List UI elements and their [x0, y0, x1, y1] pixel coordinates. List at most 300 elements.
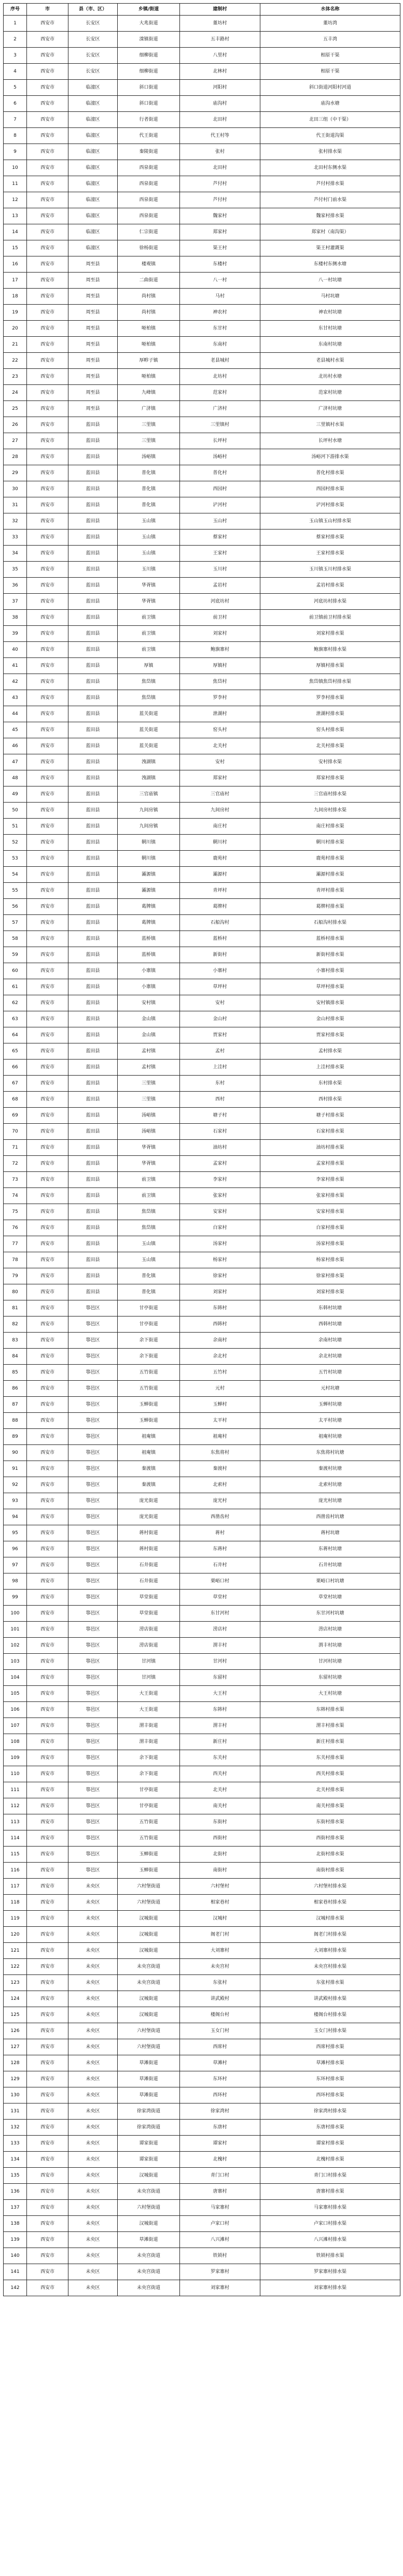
- cell-city: 西安市: [27, 208, 68, 224]
- cell-village: 北索村: [180, 1477, 260, 1493]
- cell-county: 蓝田县: [68, 1252, 118, 1268]
- cell-city: 西安市: [27, 1654, 68, 1670]
- cell-city: 西安市: [27, 1927, 68, 1943]
- cell-water-body: 浐河村排水渠: [260, 497, 400, 513]
- cell-township: 石井街道: [118, 1573, 180, 1590]
- cell-water-body: 灞源村排水渠: [260, 867, 400, 883]
- cell-county: 未央区: [68, 1927, 118, 1943]
- cell-city: 西安市: [27, 256, 68, 273]
- cell-index: 89: [4, 1429, 27, 1445]
- cell-index: 133: [4, 2136, 27, 2152]
- cell-water-body: 北坊村水塘: [260, 369, 400, 385]
- cell-village: 余北村: [180, 1349, 260, 1365]
- cell-index: 101: [4, 1622, 27, 1638]
- cell-water-body: 魏家村排水渠: [260, 208, 400, 224]
- table-row: [4, 1124, 400, 1140]
- table-row: [4, 273, 400, 289]
- cell-county: 蓝田县: [68, 610, 118, 626]
- cell-index: 117: [4, 1879, 27, 1895]
- cell-village: 神农村: [180, 305, 260, 321]
- cell-city: 西安市: [27, 819, 68, 835]
- cell-city: 西安市: [27, 1429, 68, 1445]
- cell-county: 周至县: [68, 385, 118, 401]
- cell-index: 94: [4, 1509, 27, 1525]
- cell-index: 35: [4, 562, 27, 578]
- cell-city: 西安市: [27, 2248, 68, 2264]
- cell-township: 汉城街道: [118, 2168, 180, 2184]
- cell-water-body: 神农村坑塘: [260, 305, 400, 321]
- table-row: [4, 1573, 400, 1590]
- table-row: [4, 1879, 400, 1895]
- cell-water-body: 草坪村排水渠: [260, 979, 400, 995]
- cell-village: 北街村: [180, 1847, 260, 1863]
- cell-county: 蓝田县: [68, 690, 118, 706]
- cell-village: 渠王村: [180, 240, 260, 256]
- cell-township: 庞光街道: [118, 1509, 180, 1525]
- cell-index: 60: [4, 963, 27, 979]
- cell-township: 祖庵镇: [118, 1445, 180, 1461]
- cell-index: 47: [4, 754, 27, 770]
- cell-water-body: 西环村排水渠: [260, 2087, 400, 2103]
- cell-index: 53: [4, 851, 27, 867]
- cell-county: 周至县: [68, 369, 118, 385]
- cell-township: 玉山镇: [118, 529, 180, 546]
- cell-city: 西安市: [27, 706, 68, 722]
- cell-village: 八兴滩村: [180, 2232, 260, 2248]
- cell-county: 蓝田县: [68, 626, 118, 642]
- cell-index: 68: [4, 1092, 27, 1108]
- table-row: [4, 1156, 400, 1172]
- cell-index: 139: [4, 2232, 27, 2248]
- cell-city: 西安市: [27, 497, 68, 513]
- cell-index: 115: [4, 1847, 27, 1863]
- cell-index: 82: [4, 1316, 27, 1333]
- cell-index: 50: [4, 803, 27, 819]
- cell-water-body: 谭家村排水渠: [260, 2136, 400, 2152]
- cell-city: 西安市: [27, 1220, 68, 1236]
- table-row: [4, 1847, 400, 1863]
- cell-city: 西安市: [27, 16, 68, 32]
- cell-index: 30: [4, 481, 27, 497]
- cell-index: 42: [4, 674, 27, 690]
- cell-city: 西安市: [27, 1622, 68, 1638]
- table-row: [4, 1092, 400, 1108]
- cell-village: 玉川村: [180, 562, 260, 578]
- cell-county: 蓝田县: [68, 786, 118, 803]
- table-row: [4, 1365, 400, 1381]
- cell-county: 蓝田县: [68, 1188, 118, 1204]
- cell-index: 120: [4, 1927, 27, 1943]
- cell-county: 鄠邑区: [68, 1541, 118, 1557]
- table-row: [4, 1413, 400, 1429]
- table-row: [4, 1525, 400, 1541]
- cell-index: 74: [4, 1188, 27, 1204]
- cell-county: 未央区: [68, 2039, 118, 2055]
- cell-city: 西安市: [27, 1349, 68, 1365]
- cell-county: 蓝田县: [68, 1284, 118, 1300]
- cell-township: 秦渡镇: [118, 1477, 180, 1493]
- table-row: [4, 594, 400, 610]
- cell-city: 西安市: [27, 610, 68, 626]
- table-row: [4, 1220, 400, 1236]
- cell-village: 汤家村: [180, 1236, 260, 1252]
- table-row: [4, 1927, 400, 1943]
- cell-water-body: 鹿苑村排水渠: [260, 851, 400, 867]
- cell-township: 蓝桥镇: [118, 947, 180, 963]
- table-row: [4, 2039, 400, 2055]
- cell-county: 鄠邑区: [68, 1830, 118, 1847]
- cell-township: 三官庙镇: [118, 786, 180, 803]
- cell-township: 汉城街道: [118, 1911, 180, 1927]
- table-row: [4, 690, 400, 706]
- cell-township: 石井街道: [118, 1557, 180, 1573]
- cell-township: 汉城街道: [118, 1927, 180, 1943]
- cell-city: 西安市: [27, 1413, 68, 1429]
- table-row: [4, 2152, 400, 2168]
- cell-village: 太平村: [180, 1413, 260, 1429]
- cell-water-body: 罗李村排水渠: [260, 690, 400, 706]
- cell-city: 西安市: [27, 1573, 68, 1590]
- cell-county: 蓝田县: [68, 979, 118, 995]
- cell-township: 玉蝉街道: [118, 1847, 180, 1863]
- table-row: [4, 1943, 400, 1959]
- cell-township: 华胥镇: [118, 1140, 180, 1156]
- cell-water-body: 草堂村坑塘: [260, 1590, 400, 1606]
- cell-city: 西安市: [27, 1847, 68, 1863]
- cell-index: 128: [4, 2055, 27, 2071]
- cell-city: 西安市: [27, 337, 68, 353]
- table-row: [4, 738, 400, 754]
- cell-index: 136: [4, 2184, 27, 2200]
- cell-water-body: 芦付村门前水渠: [260, 192, 400, 208]
- cell-index: 46: [4, 738, 27, 754]
- cell-water-body: 秦渡村坑塘: [260, 1461, 400, 1477]
- header-township: 乡镇/街道: [118, 4, 180, 16]
- table-row: [4, 401, 400, 417]
- cell-city: 西安市: [27, 1397, 68, 1413]
- cell-city: 西安市: [27, 96, 68, 112]
- cell-county: 蓝田县: [68, 995, 118, 1011]
- cell-water-body: 五竹村坑塘: [260, 1365, 400, 1381]
- cell-township: 哑柏镇: [118, 337, 180, 353]
- cell-county: 鄠邑区: [68, 1863, 118, 1879]
- cell-water-body: 余北村坑塘: [260, 1349, 400, 1365]
- cell-township: 华胥镇: [118, 594, 180, 610]
- cell-index: 9: [4, 144, 27, 160]
- cell-county: 鄠邑区: [68, 1798, 118, 1814]
- cell-township: 焦岱镇: [118, 674, 180, 690]
- cell-village: 大王村: [180, 1686, 260, 1702]
- cell-village: 刘家村: [180, 1284, 260, 1300]
- cell-village: 老县城村: [180, 353, 260, 369]
- cell-township: 玉蝉街道: [118, 1413, 180, 1429]
- cell-village: 东留村: [180, 1670, 260, 1686]
- cell-village: 玉山村: [180, 513, 260, 529]
- table-row: [4, 899, 400, 915]
- table-row: [4, 610, 400, 626]
- cell-township: 西泉街道: [118, 176, 180, 192]
- cell-township: 厚畛子镇: [118, 353, 180, 369]
- cell-water-body: 东张村排水渠: [260, 1975, 400, 1991]
- cell-village: 三官庙村: [180, 786, 260, 803]
- cell-water-body: 太平村坑塘: [260, 1413, 400, 1429]
- cell-township: 玉川镇: [118, 562, 180, 578]
- cell-index: 73: [4, 1172, 27, 1188]
- cell-village: 新庄村: [180, 1734, 260, 1750]
- cell-city: 西安市: [27, 658, 68, 674]
- cell-village: 西园村: [180, 481, 260, 497]
- cell-water-body: 栗峪口村坑塘: [260, 1573, 400, 1590]
- cell-city: 西安市: [27, 1911, 68, 1927]
- cell-city: 西安市: [27, 2103, 68, 2120]
- cell-village: 贾家村: [180, 1027, 260, 1043]
- cell-water-body: 三里镇村水渠: [260, 417, 400, 433]
- table-row: [4, 562, 400, 578]
- cell-township: 蒋村街道: [118, 1525, 180, 1541]
- cell-county: 蓝田县: [68, 963, 118, 979]
- cell-county: 鄠邑区: [68, 1782, 118, 1798]
- cell-village: 东韩村: [180, 1300, 260, 1316]
- table-row: [4, 449, 400, 465]
- cell-city: 西安市: [27, 2039, 68, 2055]
- table-row: [4, 2200, 400, 2216]
- cell-village: 前卫村: [180, 610, 260, 626]
- cell-water-body: 芦付村排水渠: [260, 176, 400, 192]
- cell-water-body: 马家寨村排水渠: [260, 2200, 400, 2216]
- cell-township: 普化镇: [118, 1268, 180, 1284]
- cell-water-body: 罗家寨村排水渠: [260, 2264, 400, 2280]
- cell-index: 20: [4, 321, 27, 337]
- cell-index: 97: [4, 1557, 27, 1573]
- cell-township: 未央宫街道: [118, 1975, 180, 1991]
- cell-village: 普化村: [180, 465, 260, 481]
- cell-water-body: 张家村排水渠: [260, 1188, 400, 1204]
- table-row: [4, 658, 400, 674]
- cell-water-body: 安家村排水渠: [260, 1204, 400, 1220]
- cell-city: 西安市: [27, 353, 68, 369]
- cell-township: 大兆街道: [118, 16, 180, 32]
- table-row: [4, 1638, 400, 1654]
- cell-village: 东张村: [180, 1975, 260, 1991]
- cell-county: 鄠邑区: [68, 1477, 118, 1493]
- cell-village: 北槐村: [180, 2152, 260, 2168]
- cell-index: 4: [4, 64, 27, 80]
- cell-township: 徐家湾街道: [118, 2103, 180, 2120]
- header-water-body: 水体名称: [260, 4, 400, 16]
- cell-index: 83: [4, 1333, 27, 1349]
- cell-county: 临潼区: [68, 192, 118, 208]
- table-row: [4, 1991, 400, 2007]
- cell-water-body: 徐家湾村排水渠: [260, 2103, 400, 2120]
- cell-county: 鄠邑区: [68, 1509, 118, 1525]
- cell-township: 九间房镇: [118, 819, 180, 835]
- cell-city: 西安市: [27, 995, 68, 1011]
- cell-city: 西安市: [27, 835, 68, 851]
- cell-township: 蓝关街道: [118, 722, 180, 738]
- cell-township: 秦陵街道: [118, 144, 180, 160]
- table-row: [4, 1830, 400, 1847]
- cell-township: 未央宫街道: [118, 2280, 180, 2296]
- cell-water-body: 老县城村水渠: [260, 353, 400, 369]
- cell-village: 罗家寨村: [180, 2264, 260, 2280]
- cell-water-body: 东村排水渠: [260, 1076, 400, 1092]
- cell-village: 西凿齿村: [180, 1509, 260, 1525]
- cell-water-body: 五丰湾: [260, 32, 400, 48]
- table-row: [4, 931, 400, 947]
- cell-index: 116: [4, 1863, 27, 1879]
- cell-index: 125: [4, 2007, 27, 2023]
- cell-index: 48: [4, 770, 27, 786]
- cell-water-body: 蓝桥村排水渠: [260, 931, 400, 947]
- cell-city: 西安市: [27, 80, 68, 96]
- cell-village: 阁老门村: [180, 1927, 260, 1943]
- cell-county: 蓝田县: [68, 754, 118, 770]
- cell-county: 蓝田县: [68, 1108, 118, 1124]
- cell-water-body: 斜口街道河阳村河道: [260, 80, 400, 96]
- cell-county: 鄠邑区: [68, 1300, 118, 1316]
- cell-city: 西安市: [27, 1381, 68, 1397]
- cell-village: 葛牌村: [180, 899, 260, 915]
- cell-township: 前卫镇: [118, 1188, 180, 1204]
- cell-county: 鄠邑区: [68, 1461, 118, 1477]
- table-row: [4, 2120, 400, 2136]
- cell-water-body: 马村坑塘: [260, 289, 400, 305]
- cell-township: 渭丰街道: [118, 1718, 180, 1734]
- table-row: [4, 96, 400, 112]
- cell-water-body: 九间房村排水渠: [260, 803, 400, 819]
- cell-village: 东村: [180, 1076, 260, 1092]
- cell-township: 普化镇: [118, 1284, 180, 1300]
- table-row: [4, 337, 400, 353]
- cell-index: 21: [4, 337, 27, 353]
- cell-village: 徐家村: [180, 1268, 260, 1284]
- table-row: [4, 321, 400, 337]
- cell-township: 细柳街道: [118, 48, 180, 64]
- cell-city: 西安市: [27, 931, 68, 947]
- table-row: [4, 1702, 400, 1718]
- cell-index: 134: [4, 2152, 27, 2168]
- cell-index: 122: [4, 1959, 27, 1975]
- cell-township: 玉山镇: [118, 1236, 180, 1252]
- cell-village: 甘河村: [180, 1654, 260, 1670]
- cell-city: 西安市: [27, 2152, 68, 2168]
- cell-index: 38: [4, 610, 27, 626]
- table-row: [4, 176, 400, 192]
- table-row: [4, 369, 400, 385]
- cell-village: 杨家村: [180, 1252, 260, 1268]
- cell-village: 唐寨村: [180, 2184, 260, 2200]
- table-row: [4, 513, 400, 529]
- cell-village: 河底坊村: [180, 594, 260, 610]
- cell-township: 蒋村街道: [118, 1541, 180, 1557]
- cell-county: 鄠邑区: [68, 1573, 118, 1590]
- cell-township: 六村堡街道: [118, 2039, 180, 2055]
- cell-index: 140: [4, 2248, 27, 2264]
- cell-water-body: 渠王村灌溉渠: [260, 240, 400, 256]
- cell-village: 金山村: [180, 1011, 260, 1027]
- cell-county: 蓝田县: [68, 449, 118, 465]
- cell-water-body: 东街村排水渠: [260, 1814, 400, 1830]
- cell-index: 29: [4, 465, 27, 481]
- cell-water-body: 白家村排水渠: [260, 1220, 400, 1236]
- cell-city: 西安市: [27, 1060, 68, 1076]
- cell-city: 西安市: [27, 1461, 68, 1477]
- cell-water-body: 厚镇村排水渠: [260, 658, 400, 674]
- cell-index: 32: [4, 513, 27, 529]
- cell-index: 62: [4, 995, 27, 1011]
- table-row: [4, 128, 400, 144]
- cell-village: 上洼村: [180, 1060, 260, 1076]
- cell-index: 137: [4, 2200, 27, 2216]
- cell-city: 西安市: [27, 64, 68, 80]
- cell-water-body: 大刘寨村排水渠: [260, 1943, 400, 1959]
- cell-county: 蓝田县: [68, 578, 118, 594]
- cell-index: 25: [4, 401, 27, 417]
- cell-village: 东焦将村: [180, 1445, 260, 1461]
- cell-township: 汤峪镇: [118, 1108, 180, 1124]
- cell-water-body: 祖庵村坑塘: [260, 1429, 400, 1445]
- table-row: [4, 642, 400, 658]
- cell-township: 草滩街道: [118, 2087, 180, 2103]
- cell-city: 西安市: [27, 112, 68, 128]
- table-body: [4, 16, 400, 2296]
- cell-index: 52: [4, 835, 27, 851]
- cell-index: 107: [4, 1718, 27, 1734]
- cell-county: 蓝田县: [68, 1076, 118, 1092]
- cell-index: 138: [4, 2216, 27, 2232]
- cell-water-body: 东关村排水渠: [260, 1750, 400, 1766]
- cell-city: 西安市: [27, 1525, 68, 1541]
- cell-county: 临潼区: [68, 160, 118, 176]
- cell-village: 卢家口村: [180, 2216, 260, 2232]
- cell-township: 草滩街道: [118, 2071, 180, 2087]
- cell-water-body: 庞光村坑塘: [260, 1493, 400, 1509]
- cell-county: 蓝田县: [68, 529, 118, 546]
- cell-index: 63: [4, 1011, 27, 1027]
- cell-village: 南街村: [180, 1863, 260, 1879]
- cell-village: 郑家村: [180, 224, 260, 240]
- cell-township: 大王街道: [118, 1686, 180, 1702]
- table-row: [4, 1814, 400, 1830]
- cell-county: 蓝田县: [68, 706, 118, 722]
- table-row: [4, 754, 400, 770]
- table-row: [4, 289, 400, 305]
- cell-index: 33: [4, 529, 27, 546]
- cell-township: 西泉街道: [118, 192, 180, 208]
- cell-city: 西安市: [27, 963, 68, 979]
- cell-index: 28: [4, 449, 27, 465]
- cell-county: 未央区: [68, 2280, 118, 2296]
- table-row: [4, 385, 400, 401]
- cell-village: 大刘寨村: [180, 1943, 260, 1959]
- cell-water-body: 汤家村排水渠: [260, 1236, 400, 1252]
- cell-water-body: 杨家村排水渠: [260, 1252, 400, 1268]
- cell-township: 草堂街道: [118, 1606, 180, 1622]
- cell-county: 周至县: [68, 273, 118, 289]
- table-row: [4, 1461, 400, 1477]
- cell-index: 100: [4, 1606, 27, 1622]
- cell-village: 西村: [180, 1092, 260, 1108]
- cell-index: 55: [4, 883, 27, 899]
- cell-index: 86: [4, 1381, 27, 1397]
- cell-index: 87: [4, 1397, 27, 1413]
- cell-village: 焦岱村: [180, 674, 260, 690]
- cell-water-body: 西街村排水渠: [260, 1830, 400, 1847]
- cell-water-body: 辋川村排水渠: [260, 835, 400, 851]
- cell-index: 3: [4, 48, 27, 64]
- cell-township: 未央宫街道: [118, 1959, 180, 1975]
- cell-index: 113: [4, 1814, 27, 1830]
